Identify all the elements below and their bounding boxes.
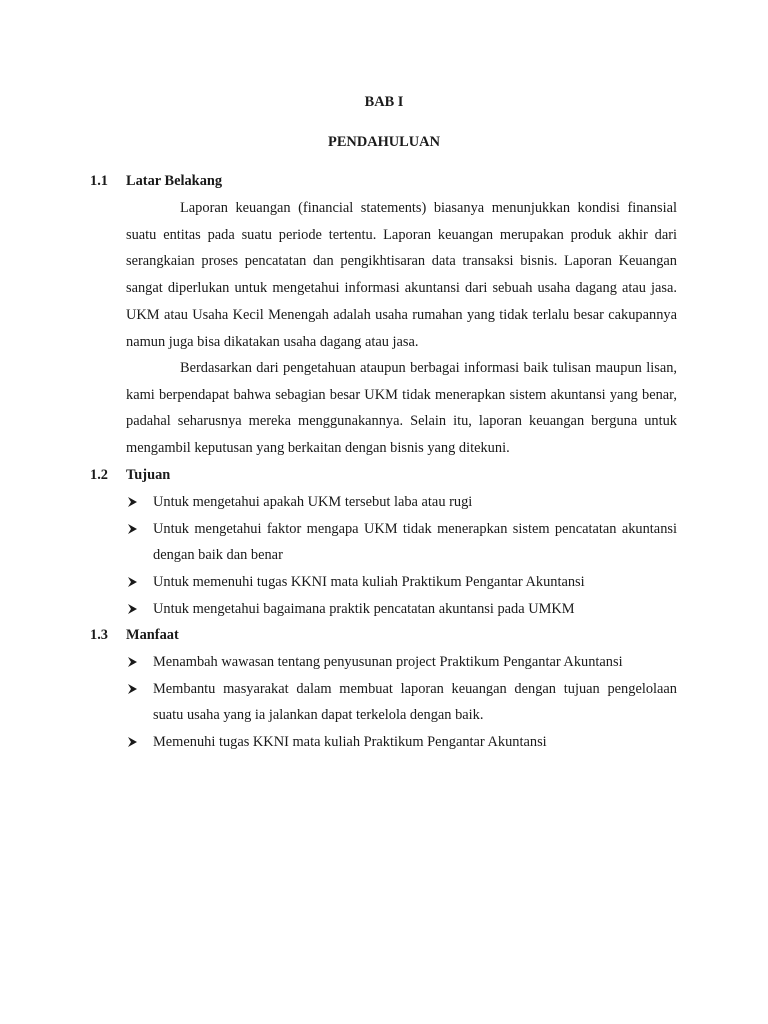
section-title: Latar Belakang [126, 173, 223, 189]
list-item-text: Untuk memenuhi tugas KKNI mata kuliah Praktikum Pengantar Akuntansi [153, 574, 585, 591]
section-title: Tujuan [126, 467, 171, 483]
list-item-text: Untuk mengetahui apakah UKM tersebut laba atau rugi [153, 494, 473, 510]
chapter-title: BAB I [364, 94, 404, 110]
arrowhead-bullet-icon [126, 569, 140, 596]
list-item-text: Untuk mengetahui faktor mengapa UKM tidak menerapkan sistem pencatatan akuntansi dengan baik dan benar [153, 520, 677, 564]
arrowhead-bullet-icon [126, 676, 140, 703]
list-item [126, 649, 677, 676]
list-item-text: Membantu masyarakat dalam membuat laporan keuangan dengan tujuan pengelolaan suatu usaha yang ia jalankan dapat terkelola dengan baik. [153, 680, 677, 724]
paragraph-latar-belakang-1: Laporan keuangan (financial statements) biasanya menunjukkan kondisi finansial suatu entitas pada suatu periode tertentu. Laporan keuangan merupakan produk akhir dari serangkaian proses pencatatan dan pengikhtisaran data transaksi bisnis. Laporan Keuangan sangat diperlukan untuk mengetahui informasi akuntansi dari sebuah usaha dagang atau jasa. UKM atau Usaha Kecil Menengah adalah usaha rumahan yang tidak terlalu besar cakupannya namun juga bisa dikatakan usaha dagang atau jasa. [126, 200, 677, 350]
list-item [126, 569, 677, 596]
arrowhead-bullet-icon [126, 596, 140, 623]
arrowhead-bullet-icon [126, 489, 140, 516]
list-item-text: Menambah wawasan tentang penyusunan project Praktikum Pengantar Akuntansi [153, 654, 623, 670]
section-number: 1.1 [90, 173, 108, 189]
section-title: Manfaat [126, 627, 179, 643]
list-item-text: Untuk mengetahui bagaimana praktik pencatatan akuntansi pada UMKM [153, 600, 575, 617]
arrowhead-bullet-icon [126, 649, 140, 676]
section-heading-tujuan [90, 467, 170, 484]
list-item [126, 516, 677, 569]
list-item [126, 596, 677, 623]
list-item [126, 489, 677, 516]
tujuan-list [126, 489, 677, 623]
chapter-subtitle: PENDAHULUAN [328, 134, 440, 150]
arrowhead-bullet-icon [126, 516, 140, 543]
manfaat-list [126, 649, 677, 756]
arrowhead-bullet-icon [126, 729, 140, 756]
section-number: 1.2 [90, 467, 108, 483]
list-item [126, 729, 677, 756]
list-item [126, 676, 677, 729]
list-item-text: Memenuhi tugas KKNI mata kuliah Praktikum Pengantar Akuntansi [153, 734, 547, 751]
paragraph-latar-belakang-2: Berdasarkan dari pengetahuan ataupun berbagai informasi baik tulisan maupun lisan, kami berpendapat bahwa sebagian besar UKM tidak menerapkan sistem akuntansi yang benar, padahal seharusnya mereka menggunakannya. Selain itu, laporan keuangan berguna untuk mengambil keputusan yang berkaitan dengan bisnis yang ditekuni. [126, 360, 677, 457]
section-heading-latar-belakang [90, 173, 222, 190]
section-heading-manfaat [90, 627, 179, 644]
section-number: 1.3 [90, 627, 108, 643]
